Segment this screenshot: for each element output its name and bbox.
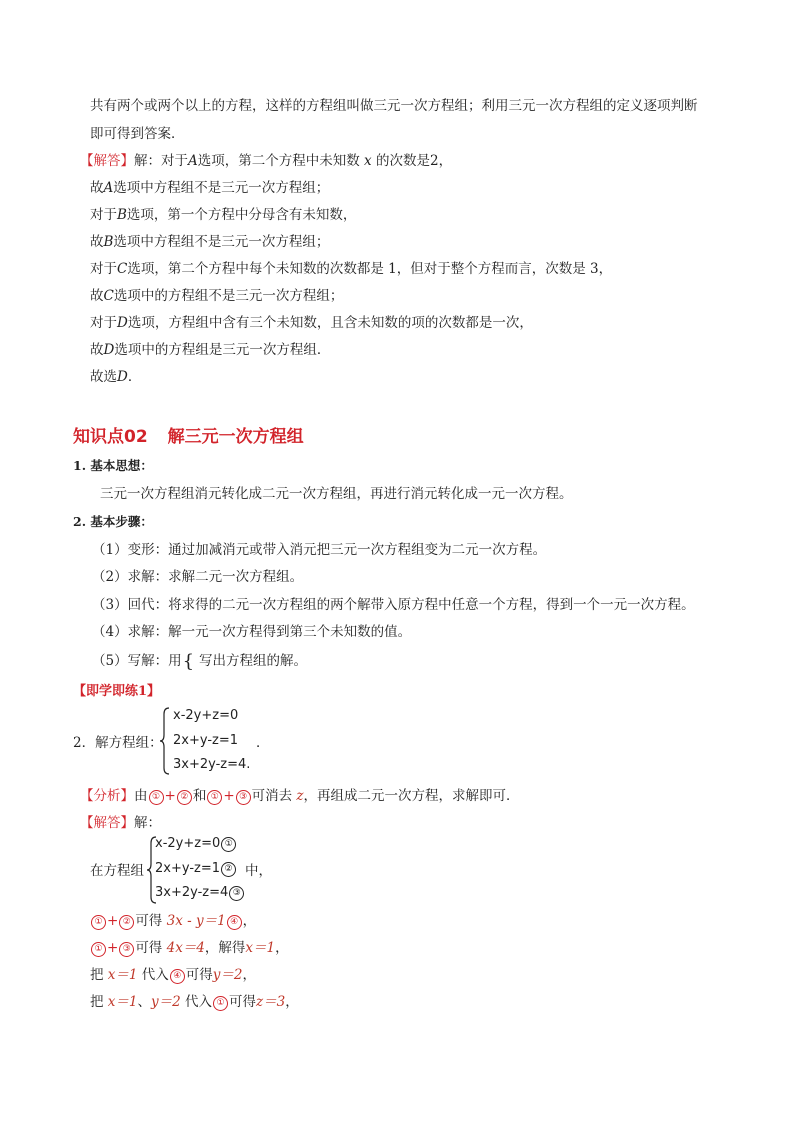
text: 对于 [90, 315, 117, 331]
circled-number: ① [207, 790, 222, 805]
step-4: （4）求解：解一元一次方程得到第三个未知数的值。 [92, 624, 412, 640]
equation-3: 3x+2y-z=4. [173, 757, 251, 772]
var: C [103, 288, 114, 304]
text: 由 [134, 788, 148, 804]
answer1-line-7 [90, 313, 533, 333]
answer1-line-2 [90, 178, 329, 198]
text: ，解得 [204, 940, 246, 956]
text: 可得 [135, 940, 163, 956]
math-expr: x＝1 [245, 940, 276, 956]
text: ． [127, 369, 142, 385]
text: 故 [90, 342, 104, 358]
text: 代入 [185, 994, 213, 1010]
answer1-line-3 [90, 205, 356, 225]
sys-equation-3 [155, 885, 245, 901]
basics-heading-1: 1. 基本思想： [73, 458, 153, 473]
brace-icon: { [182, 651, 195, 672]
equation-1: x-2y+z=0 [173, 708, 239, 723]
var: B [117, 207, 127, 223]
number: 1 [388, 261, 397, 277]
text: + [164, 788, 176, 804]
var: x [364, 153, 372, 169]
var: A [188, 153, 198, 169]
math-expr: y＝2 [151, 994, 181, 1010]
text: 解：对于 [134, 153, 188, 169]
circled-number: ③ [236, 790, 251, 805]
var: D [103, 342, 115, 358]
basics-heading-2: 2. 基本步骤： [73, 514, 153, 529]
equation-2: 2x+y-z=1 [173, 733, 238, 748]
text: 把 [90, 967, 104, 983]
question-label: 2．解方程组： [73, 735, 163, 751]
answer1-line-4 [90, 232, 329, 252]
text: ， [275, 940, 289, 956]
practice-tag: 【即学即练1】 [73, 684, 161, 699]
text: 选项，第二个方程中每个未知数的次数都是 [127, 261, 384, 277]
text: 故 [90, 288, 104, 304]
circled-number: ② [119, 915, 134, 930]
circled-number: ③ [119, 942, 134, 957]
text: ， [438, 153, 453, 169]
circled-number: ① [91, 942, 106, 957]
text: 可消去 [251, 788, 293, 804]
analysis-line [80, 786, 520, 806]
basics-idea: 三元一次方程组消元转化成二元一次方程组，再进行消元转化成一元一次方程。 [100, 486, 573, 502]
circled-number: ① [91, 915, 106, 930]
section-number: 知识点02 [73, 427, 148, 447]
text: 、 [137, 994, 151, 1010]
question-end: ． [256, 735, 270, 751]
analysis-tag: 【分析】 [80, 788, 134, 804]
text: 可得 [229, 994, 257, 1010]
var: C [117, 261, 128, 277]
text: 选项中方程组不是三元一次方程组； [113, 180, 330, 196]
step-line-4 [90, 992, 299, 1012]
step-2: （2）求解：求解二元一次方程组。 [92, 569, 304, 585]
circled-number: ① [149, 790, 164, 805]
text: 选项中的方程组不是三元一次方程组； [113, 288, 344, 304]
answer1-line-9 [90, 367, 141, 387]
text: 可得 [135, 913, 163, 929]
sys-equation-1 [155, 836, 237, 852]
math-expr: x＝1 [107, 967, 138, 983]
sys-end: 中， [245, 863, 272, 879]
text: + [107, 913, 119, 929]
circled-number: ② [221, 862, 236, 877]
step-3: （3）回代：将求得的二元一次方程组的两个解带入原方程中任意一个方程，得到一个一元一次方程。 [92, 597, 695, 613]
text: 选项，方程组中含有三个未知数，且含未知数的项的次数都是一次， [127, 315, 533, 331]
circled-number: ④ [227, 915, 242, 930]
text: + [107, 940, 119, 956]
math-expr: z＝3 [256, 994, 286, 1010]
math-expr: 4x＝4 [166, 940, 205, 956]
text: 把 [90, 994, 104, 1010]
var: D [117, 369, 128, 385]
text: 代入 [141, 967, 169, 983]
var: A [103, 180, 114, 196]
step-line-2 [90, 938, 289, 958]
text: （5）写解：用 [92, 653, 182, 669]
text: 2x+y-z=1 [155, 861, 220, 876]
text: 选项中的方程组是三元一次方程组． [114, 342, 331, 358]
answer-tag: 【解答】 [80, 815, 134, 831]
step-line-3 [90, 965, 256, 985]
in-system-label: 在方程组 [90, 863, 144, 879]
text: 和 [192, 788, 207, 804]
text: 可得 [185, 967, 213, 983]
text: ， [242, 967, 257, 983]
text: 故选 [90, 369, 117, 385]
math-expr: y＝2 [212, 967, 243, 983]
text: 对于 [90, 207, 117, 223]
var: B [103, 234, 114, 250]
text: ， [598, 261, 613, 277]
answer1-line-5 [90, 259, 612, 279]
circled-number: ② [177, 790, 192, 805]
math-expr: 3x - y＝1 [166, 913, 226, 929]
var: D [117, 315, 128, 331]
text: 选项，第二个方程中未知数 [197, 153, 360, 169]
text: + [223, 788, 235, 804]
text: 选项中方程组不是三元一次方程组； [113, 234, 330, 250]
text: x-2y+z=0 [155, 836, 221, 851]
circled-number: ① [213, 996, 228, 1011]
answer2-line [80, 813, 161, 833]
intro-line-1: 共有两个或两个以上的方程，这样的方程组叫做三元一次方程组；利用三元一次方程组的定义逐项判断 [90, 98, 698, 114]
number: 3 [590, 261, 599, 277]
answer1-line-1 [80, 151, 452, 171]
circled-number: ① [221, 837, 236, 852]
text: 对于 [90, 261, 117, 277]
section-heading [73, 422, 304, 447]
step-5 [92, 651, 307, 672]
text: 的次数是 [375, 153, 430, 169]
text: ， [242, 913, 257, 929]
answer1-line-8 [90, 340, 330, 360]
circled-number: ③ [229, 886, 244, 901]
step-line-1 [90, 911, 256, 931]
text: 选项，第一个方程中分母含有未知数， [126, 207, 357, 223]
sys-equation-2 [155, 861, 237, 877]
text: ， [285, 994, 299, 1010]
intro-line-2: 即可得到答案． [90, 126, 185, 142]
answer1-line-6 [90, 286, 343, 306]
text: ，但对于整个方程而言，次数是 [396, 261, 586, 277]
math-expr: x＝1 [107, 994, 138, 1010]
text: 故 [90, 234, 104, 250]
step-1: （1）变形：通过加减消元或带入消元把三元一次方程组变为二元一次方程。 [92, 542, 547, 558]
text: ，再组成二元一次方程，求解即可． [303, 788, 520, 804]
text: 故 [90, 180, 104, 196]
text: 解： [134, 815, 161, 831]
answer-tag: 【解答】 [80, 153, 134, 169]
text: 3x+2y-z=4 [155, 885, 229, 900]
system-brace-icon [158, 706, 172, 776]
circled-number: ④ [170, 969, 185, 984]
number: 2 [429, 153, 439, 169]
section-title: 解三元一次方程组 [167, 427, 304, 447]
var: z [296, 788, 304, 804]
text: 写出方程组的解。 [199, 653, 308, 669]
